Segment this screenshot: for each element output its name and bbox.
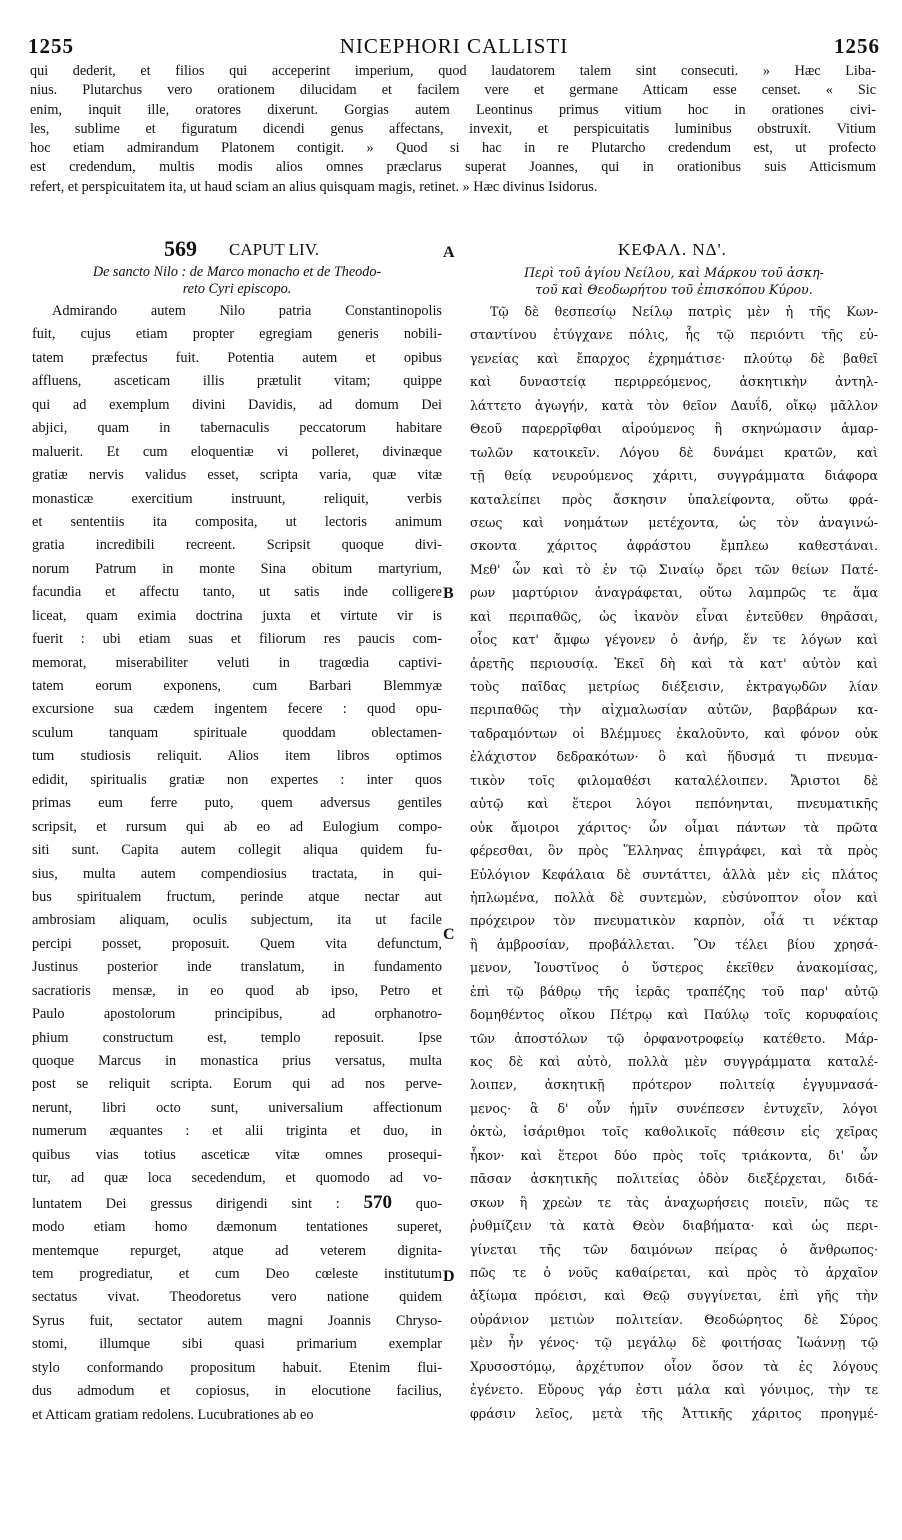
text-line: gratiæ nervis validus esset, scripta varia, quæ vitæ — [32, 467, 442, 484]
text-line — [32, 1191, 442, 1216]
text-line: Justinus posterior inde translatum, in fundamento — [32, 959, 442, 976]
text-line: οἷος κατ' ἄμφω γέγονεν ὁ ἀνήρ, ἔν τε λόγων καὶ — [470, 632, 878, 648]
text-line: dus admodum et copiosus, in elocutione facilius, — [32, 1383, 442, 1400]
intro-line: qui dederit, et filios qui acceperint imperium, quod laudatorem talem sint consecuti. » Hæc Liba- — [30, 63, 876, 79]
text-line: τοὺς παῖδας μετρίως διέξεισιν, ἐκτραγῳδῶν λίαν — [470, 679, 878, 694]
text-line: Τῷ δὲ θεσπεσίῳ Νείλῳ πατρὶς μὲν ἡ τῆς Κων- — [490, 304, 878, 319]
text-line: post se reliquit scripta. Eorum qui ad nos perve- — [32, 1076, 442, 1093]
page-number-right: 1256 — [834, 34, 880, 58]
text-line: Χρυσοστόμῳ, ἀρχέτυπον οἷον ὅσον τὰ ἐς λόγους — [470, 1358, 878, 1374]
text-line: οὐράνιον μετιὼν πολιτείαν. Θεοδώρητος δὲ Σύρος — [470, 1311, 878, 1327]
subtitle-line: reto Cyri episcopo. — [182, 281, 292, 297]
text-line: πᾶσαν ἀσκητικῆς πολιτείας ὁδὸν διεξέρχεται, διδά- — [470, 1171, 878, 1187]
text-line: ἐγένετο. Εὔρους γάρ ἐστι μάλα καὶ γόνιμος, τὴν τε — [470, 1382, 878, 1398]
text-line: κος δὲ καὶ αὐτὸ, πολλὰ μὲν συγγράμματα καταλέ- — [470, 1054, 878, 1069]
subtitle-line: De sancto Nilo : de Marco monacho et de Theodo- — [92, 264, 382, 280]
text-line: τικὸν τοῖς φιλομαθέσι καταλέλοιπεν. Ἄριστοι δὲ — [470, 772, 878, 788]
text-line: σκοντα χάριτος ἀφράστου ἔμπλεω καθεστάναι. — [470, 538, 878, 554]
text-line: quoque Marcus in monastica prius versatus, multa — [32, 1053, 442, 1069]
text-line: sculum tanquam spirituale quoddam oblectamen- — [32, 724, 442, 741]
text-line: edidit, spiritualis gratiæ non expertes : inter quos — [32, 771, 442, 788]
text-line: quibus vias totius asceticæ vitæ omnes prosequi- — [32, 1146, 442, 1163]
text-line: sius, multa autem compendiosius tractata, in qui- — [32, 865, 442, 882]
text-line: maluerit. Et cum eloquentiæ vi polleret, divinæque — [32, 443, 442, 460]
text-line: σταντίνου ἐτύγχανε πόλις, ἧς τῷ περιόντι τῆς εὐ- — [470, 327, 878, 343]
page-number-left: 1255 — [28, 34, 74, 58]
text-line: πρόχειρον τὸν πνευματικὸν καρπὸν, οἷά τι νέκταρ — [470, 913, 878, 929]
text-line: περιπαθῶς τὴν αἰχμαλωσίαν αὐτῶν, βαρβάρων κα- — [470, 702, 878, 718]
text-line: fuerit : ubi etiam suas et filiorum res paucis com- — [32, 631, 442, 648]
text-line: ἢ ἀμβροσίαν, προβάλλεται. Ὃν τέλει βίου χρησά- — [470, 936, 878, 952]
text-line: sacratioris mensæ, in eo quod ab ipso, Petro et — [32, 982, 442, 999]
chapter-heading-latin — [32, 236, 442, 264]
column-number: 569 — [164, 236, 197, 261]
text-line: ambrosiam aliquam, oculis subjectum, ita ut facile — [32, 912, 442, 929]
greek-column — [470, 236, 878, 1425]
text-line: Admirando autem Nilo patria Constantinopolis — [52, 303, 442, 319]
text-line: siti sunt. Capita autem collegit aliqua quidem fu- — [32, 842, 442, 859]
intro-line: les, sublime et figuratum dicendi genus affectans, invexit, et perspicuitatis luminibus obstruxit. Vitium — [30, 120, 876, 137]
text-line: facundia et affectu tanto, ut satis inde colligere — [32, 584, 442, 601]
text-line: monasticæ exercitium instruunt, reliquit, verbis — [32, 490, 442, 507]
text-line: numerum æquantes : et alii triginta et duo, in — [32, 1123, 442, 1140]
intro-line: refert, et perspicuitatem ita, ut haud sciam an alius quisquam magis, retinet. » Hæc divinus Isidorus. — [30, 178, 598, 195]
text-line: Εὐλόγιον Κεφάλαια δὲ συντάττει, ἀλλὰ μὲν εἰς πλάτος — [470, 866, 878, 882]
text-line: ἀρετῆς περιουσίᾳ. Ἐκεῖ δὴ καὶ τὰ κατ' αὐτὸν καὶ — [470, 655, 878, 671]
text-line: πῶς τε ὁ νοῦς καθαίρεται, καὶ πρὸς τὸ ἀρχαῖον — [470, 1264, 878, 1280]
text-line: tatem præfectus fuit. Potentia autem et opibus — [32, 349, 442, 366]
text-line: ἧκον· καὶ ἕτεροι δύο πρὸς τοῖς τριάκοντα, δι' ὧν — [470, 1147, 878, 1163]
text-line: tatem eorum exponens, cum Barbari Blemmyæ — [32, 678, 442, 694]
chapter-subtitle — [470, 264, 878, 300]
text-line: tur, ad quæ loca secedendum, et quomodo ad vo- — [32, 1170, 442, 1187]
text-line: stomi, illumque sibi quasi primarium exemplar — [32, 1336, 442, 1353]
text-line: μενον, Ἰουστῖνος ὁ ὕστερος ἐκεῖθεν ἀνακομίσας, — [470, 960, 878, 976]
chapter-title: CAPUT LIV. — [229, 240, 320, 259]
text-line: Syrus fuit, sectator autem magni Joannis Chryso- — [32, 1312, 442, 1329]
text-line: affluens, asceticam illis prætulit vitam; quippe — [32, 373, 442, 390]
text-line: οὐκ ἄμοιροι χάριτος· ὧν οἶμαι πάντων τὰ πρῶτα — [470, 819, 878, 835]
text-line: primas eum ferre puto, quem adversus gentiles — [32, 795, 442, 812]
greek-body — [470, 300, 878, 1425]
text-line: φράσιν λεῖος, μετὰ τῆς Ἀττικῆς χάριτος προηγμέ- — [470, 1405, 878, 1421]
text-line: norum Patrum in monte Sina obitum martyrium, — [32, 560, 442, 577]
intro-paragraph — [30, 62, 876, 197]
latin-column — [32, 236, 442, 1427]
intro-line: enim, inquit ille, oratores dixerunt. Gorgias autem Leontinus primus vitium hoc in orationes civi- — [30, 101, 876, 118]
chapter-subtitle — [32, 264, 442, 300]
text-line: mentemque repurget, atque ad veterem dignita- — [32, 1242, 442, 1259]
intro-line: hoc etiam admirandum Platonem contigit. » Quod si hac in re Plutarcho credendum est, ut profecto — [30, 140, 876, 157]
text-line: bus spiritualem fructum, perinde atque nectar aut — [32, 888, 442, 905]
inline-column-number: 570 — [363, 1191, 393, 1213]
text-line: ἐλάχιστον δεδρακότων· ὃ καὶ ἥδυσμά τι πνευμα- — [470, 749, 878, 765]
text-line: μενος· ἃ δ' οὖν ἡμῖν συνέπεσεν ἐντυχεῖν, λόγοι — [470, 1100, 878, 1116]
text-line: fuit, cujus etiam propter egregiam generis nobili- — [32, 326, 442, 343]
text-line: scripsit, et rursum qui ab eo ad Eulogium compo- — [32, 818, 442, 835]
text-line: phium constructum est, templo reposuit. Ipse — [32, 1029, 442, 1046]
text-line: Paulo apostolorum principibus, ad orphanotro- — [32, 1006, 442, 1023]
text-line: καὶ περιπαθῶς, ὡς ἱκανὸν εἶναι ἐντεῦθεν θηρᾶσαι, — [470, 608, 878, 624]
chapter-heading-greek — [470, 236, 878, 264]
text-line: σκων ἢ χρεὼν τε τὰς ἀναχωρήσεις ποιεῖν, πῶς τε — [470, 1194, 878, 1210]
text-line: modo etiam homo dæmonum tentationes superet, — [32, 1219, 442, 1236]
subtitle-line: τοῦ καὶ Θεοδωρήτου τοῦ ἐπισκόπου Κύρου. — [535, 282, 813, 297]
subtitle-line: Περὶ τοῦ ἁγίου Νείλου, καὶ Μάρκου τοῦ ἀσκη- — [524, 265, 824, 280]
text-line: et sententiis ita composita, ut lectoris animum — [32, 513, 442, 530]
text-line: sectatus vivat. Theodoretus vero natione quidem — [32, 1289, 442, 1306]
text-line: καὶ δυναστείᾳ περιρρεόμενος, ἀσκητικὴν ἀντηλ- — [470, 374, 878, 390]
text-line: abjici, quam in tabernaculis peccatorum habitare — [32, 420, 442, 437]
text-line: ῥυθμίζειν τὰ κατὰ Θεὸν διαβήματα· καὶ ὡς περι- — [470, 1218, 878, 1234]
text-line: Θεοῦ παρερρῖφθαι αἱρούμενος ἢ σκηνώμασιν ἁμαρ- — [470, 421, 878, 437]
text-line: δομηθέντος οἴκου Πέτρῳ καὶ Παύλῳ τοῖς κορυφαίοις — [470, 1007, 878, 1023]
running-header — [28, 34, 880, 58]
text-line: σεως καὶ νοημάτων μετέχοντα, ὡς τὸν ἀναγινώ- — [470, 514, 878, 530]
text-line: τῶν ἀποστόλων τῷ ὀρφανοτροφείῳ κατέθετο. Μάρ- — [470, 1030, 878, 1046]
margin-letter-c: C — [443, 926, 455, 943]
intro-line: est credendum, multis modis alios omnes præclarus superat Joannes, qui in orationibus suis Atticismum — [30, 159, 876, 176]
text-line: μὲν ἦν γένος· τῷ μεγάλῳ δὲ φοιτήσας Ἰωάννῃ τῷ — [470, 1335, 878, 1351]
text-line: καταλείπει πρὸς ἄσκησιν ὑπαλείφοντα, οὕτω φρά- — [470, 491, 878, 507]
text-line: tum studiosis reliquit. Alios item libros optimos — [32, 748, 442, 765]
text-line: et Atticam gratiam redolens. Lucubrationes ab eo — [32, 1406, 314, 1423]
text-line: ἡπλωμένα, πολλὰ δὲ συντεμὼν, εὐσύνοπτον οἷον καὶ — [470, 889, 878, 905]
chapter-title: ΚΕΦΑΛ. ΝΔ'. — [618, 240, 727, 259]
text-line: λοιπεν, ἀσκητικῇ πρότερον πολιτείᾳ ἐγγυμνασά- — [470, 1077, 878, 1093]
text-line: nerunt, libri octo sunt, universalium affectionum — [32, 1099, 442, 1116]
text-line: Μεθ' ὧν καὶ τὸ ἐν τῷ Σιναίῳ ὄρει τῶν θείων Πατέ- — [470, 561, 878, 577]
text-line: ἀξίωμα πρόεισι, καὶ Θεῷ συγγίνεται, ἐπὶ γῆς τὴν — [470, 1288, 878, 1304]
running-title: NICEPHORI CALLISTI — [339, 34, 569, 58]
text-line: τωλῶν κατοικεῖν. Λόγου δὲ δυνάμει κρατῶν, καὶ — [470, 444, 878, 460]
text-line: tem progrediatur, et cum Deo cœleste institutum — [32, 1265, 442, 1282]
text-line: γίνεται τῆς τῶν δαιμόνων πείρας ὁ ἄνθρωπος· — [470, 1241, 878, 1257]
text-line: ὀκτὼ, ἰσάριθμοι τοῖς καθολικοῖς πάθεσιν εἰς χεῖρας — [470, 1124, 878, 1140]
line-text: luntatem Dei gressus dirigendi sint : — [32, 1195, 340, 1212]
text-line: percipi posset, proposuit. Quem vita defunctum, — [32, 935, 442, 952]
text-line: φέρεσθαι, ὃν πρὸς Ἕλληνας ἐπιγράφει, καὶ τὰ πρὸς — [470, 843, 878, 859]
margin-letter-b: B — [443, 585, 454, 602]
text-line: liceat, quam eximia doctrina juxta et virtute vir is — [32, 607, 442, 624]
intro-line: nius. Plutarchus vero orationem dilucidam et facilem vere et germane Atticam esse censet. « Sic — [30, 82, 876, 99]
text-line: ἐπὶ τῷ βάθρῳ τῆς ἱερᾶς τραπέζης τοῦ παρ' αὐτῷ — [470, 983, 878, 999]
text-line: τῇ θείᾳ νευρούμενος χάριτι, συγγράμματα διάφορα — [470, 468, 878, 484]
text-line: qui ad exemplum divini Davidis, ad domum Dei — [32, 396, 442, 413]
margin-letter-a: A — [443, 244, 455, 261]
text-line: γενείας καὶ ἔπαρχος ἐχρημάτισε· πλούτῳ δὲ βαθεῖ — [470, 350, 878, 366]
latin-body — [32, 300, 442, 1427]
text-line: αὐτῷ καὶ ἕτεροι λόγοι πεπόνηνται, πνευματικῆς — [470, 796, 878, 812]
text-line: ρων μαρτύριον ἀναγράφεται, οὕτω λαμπρῶς τε ἅμα — [470, 585, 878, 601]
text-line: gratia incredibili recreent. Scripsit quoque divi- — [32, 537, 442, 554]
text-line: memorat, miserabiliter veluti in tragœdia captivi- — [32, 654, 442, 671]
line-text: quo- — [415, 1195, 442, 1212]
margin-letter-d: D — [443, 1268, 455, 1285]
text-line: excursione sua cædem ingentem fecere : quod opu- — [32, 701, 442, 718]
text-line: λάττετο ἀγωγήν, κατὰ τὸν θεῖον Δαυΐδ, οἴκῳ μᾶλλον — [470, 397, 878, 413]
text-line: ταδραμόντων οἱ Βλέμμυες ἐκαλοῦντο, καὶ φόνον οὐκ — [470, 725, 878, 741]
text-line: stylo conformando propositum habuit. Etenim flui- — [32, 1359, 442, 1376]
